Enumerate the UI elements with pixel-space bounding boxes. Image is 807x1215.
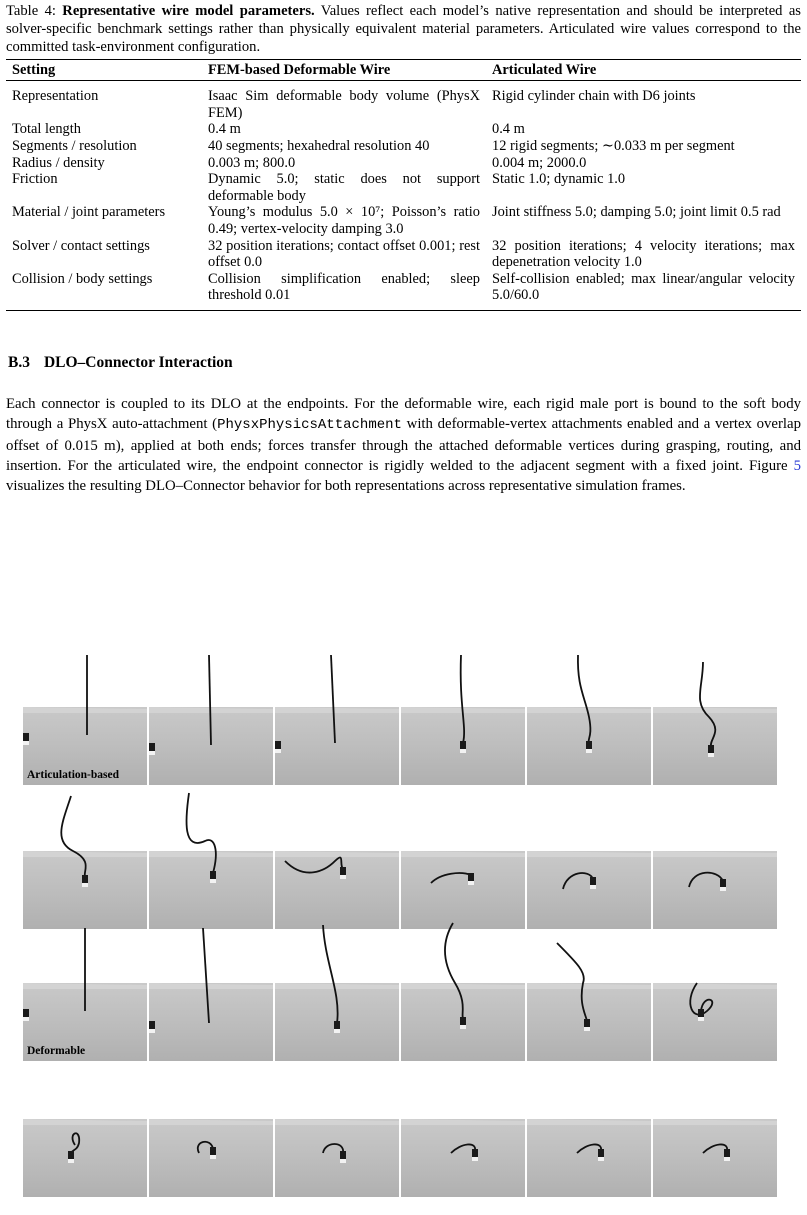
- wire-cable: [527, 645, 651, 785]
- table-row: [6, 155, 801, 172]
- table-row: [6, 81, 801, 122]
- wire-cable: [653, 921, 777, 1061]
- wire-cable: [149, 645, 273, 785]
- row-label-deformable: Deformable: [27, 1045, 86, 1057]
- paragraph-text: with deformable-vertex attachments enabled and a vertex overlap offset of 0.015 m), applied at both ends; forces transfer through the attached deformable vertices during grasping, routing, and insertion. For the articulated wire, the endpoint connector is rigidly welded to the adjacent segment with a fixed joint. Figure: [6, 416, 802, 474]
- section-paragraph: [6, 394, 801, 496]
- wire-cable: [275, 645, 399, 785]
- paper-page: [6, 0, 801, 496]
- cell-fem: 0.003 m; 800.0: [208, 154, 296, 171]
- table-caption: [6, 2, 801, 57]
- wire-cable: [653, 789, 777, 929]
- section-title: DLO–Connector Interaction: [43, 353, 233, 371]
- cell-articulated: 32 position iterations; 4 velocity iterations; max depenetration velocity 1.0: [492, 237, 795, 271]
- table-row: [6, 238, 801, 271]
- cell-fem: Collision simplification enabled; sleep threshold 0.01: [202, 271, 486, 311]
- section-heading: [8, 354, 801, 372]
- cell-setting: Radius / density: [12, 154, 105, 171]
- paragraph-text: Each connector is coupled to its DLO at the endpoints. For the deformable wire, each rigid male port is bound to the soft body through a PhysX auto-attachment (: [6, 395, 801, 433]
- wire-cable: [401, 789, 525, 929]
- cell-setting: Friction: [12, 171, 58, 188]
- cell-articulated: 0.004 m; 2000.0: [492, 154, 587, 171]
- cell-setting: Material / joint parameters: [12, 204, 166, 221]
- wire-cable: [527, 1057, 651, 1197]
- wire-cable: [149, 789, 273, 929]
- cell-articulated: Static 1.0; dynamic 1.0: [492, 171, 626, 188]
- table-row: [6, 121, 801, 138]
- wire-cable: [275, 789, 399, 929]
- cell-setting: Total length: [12, 121, 81, 138]
- wire-cable: [653, 1057, 777, 1197]
- table-row: [6, 204, 801, 237]
- cell-fem: Isaac Sim deformable body volume (PhysX FEM): [208, 88, 480, 121]
- cell-setting: Representation: [12, 88, 99, 105]
- paragraph-text: visualizes the resulting DLO–Connector behavior for both representations across representative simulation frames.: [6, 478, 686, 495]
- cell-articulated: 0.4 m: [492, 121, 525, 138]
- cell-setting: Collision / body settings: [6, 271, 202, 311]
- header-fem: FEM-based Deformable Wire: [202, 59, 486, 81]
- cell-fem: 32 position iterations; contact offset 0.001; rest offset 0.0: [208, 237, 480, 271]
- wire-cable: [23, 1057, 147, 1197]
- cell-articulated: 12 rigid segments; ∼0.033 m per segment: [492, 137, 735, 154]
- section-number: B.3: [8, 353, 30, 371]
- cell-fem: Young’s modulus 5.0 × 10⁷; Poisson’s ratio 0.49; vertex-velocity damping 3.0: [208, 204, 480, 237]
- wire-cable: [401, 1057, 525, 1197]
- wire-cable: [653, 645, 777, 785]
- cell-setting: Segments / resolution: [12, 137, 137, 154]
- code-identifier: PhysxPhysicsAttachment: [217, 417, 402, 434]
- table-row: [6, 271, 801, 311]
- wire-cable: [401, 921, 525, 1061]
- wire-cable: [275, 921, 399, 1061]
- figure-reference-link[interactable]: 5: [793, 457, 801, 474]
- parameters-table: [6, 59, 801, 311]
- table-caption-text: Values reflect each model’s native representation and should be interpreted as solver-specific benchmark settings rather than physically equivalent material parameters. Articulated wire values correspond to the committed task-environment configuration.: [6, 3, 801, 56]
- wire-cable: [527, 921, 651, 1061]
- table-row: [6, 138, 801, 155]
- header-articulated: Articulated Wire: [486, 59, 801, 81]
- wire-cable: [23, 921, 147, 1061]
- cell-fem: 0.4 m: [208, 121, 241, 138]
- table-row: [6, 171, 801, 204]
- table-caption-title: Representative wire model parameters.: [62, 3, 315, 19]
- table-header-row: [6, 59, 801, 81]
- wire-cable: [401, 645, 525, 785]
- cell-fem: 40 segments; hexahedral resolution 40: [208, 137, 430, 154]
- wire-cable: [23, 789, 147, 929]
- wire-cable: [23, 645, 147, 785]
- wire-cable: [275, 1057, 399, 1197]
- cell-articulated: Rigid cylinder chain with D6 joints: [492, 88, 696, 105]
- cell-articulated: Joint stiffness 5.0; damping 5.0; joint limit 0.5 rad: [492, 204, 781, 221]
- cell-setting: Solver / contact settings: [12, 237, 150, 254]
- row-label-articulation: Articulation-based: [27, 769, 119, 781]
- header-setting: Setting: [6, 59, 202, 81]
- cell-fem: Dynamic 5.0; static does not support deformable body: [208, 171, 480, 204]
- cell-articulated: Self-collision enabled; max linear/angular velocity 5.0/60.0: [486, 271, 801, 311]
- wire-cable: [527, 789, 651, 929]
- wire-cable: [149, 921, 273, 1061]
- wire-cable: [149, 1057, 273, 1197]
- table-caption-label: Table 4:: [6, 3, 63, 19]
